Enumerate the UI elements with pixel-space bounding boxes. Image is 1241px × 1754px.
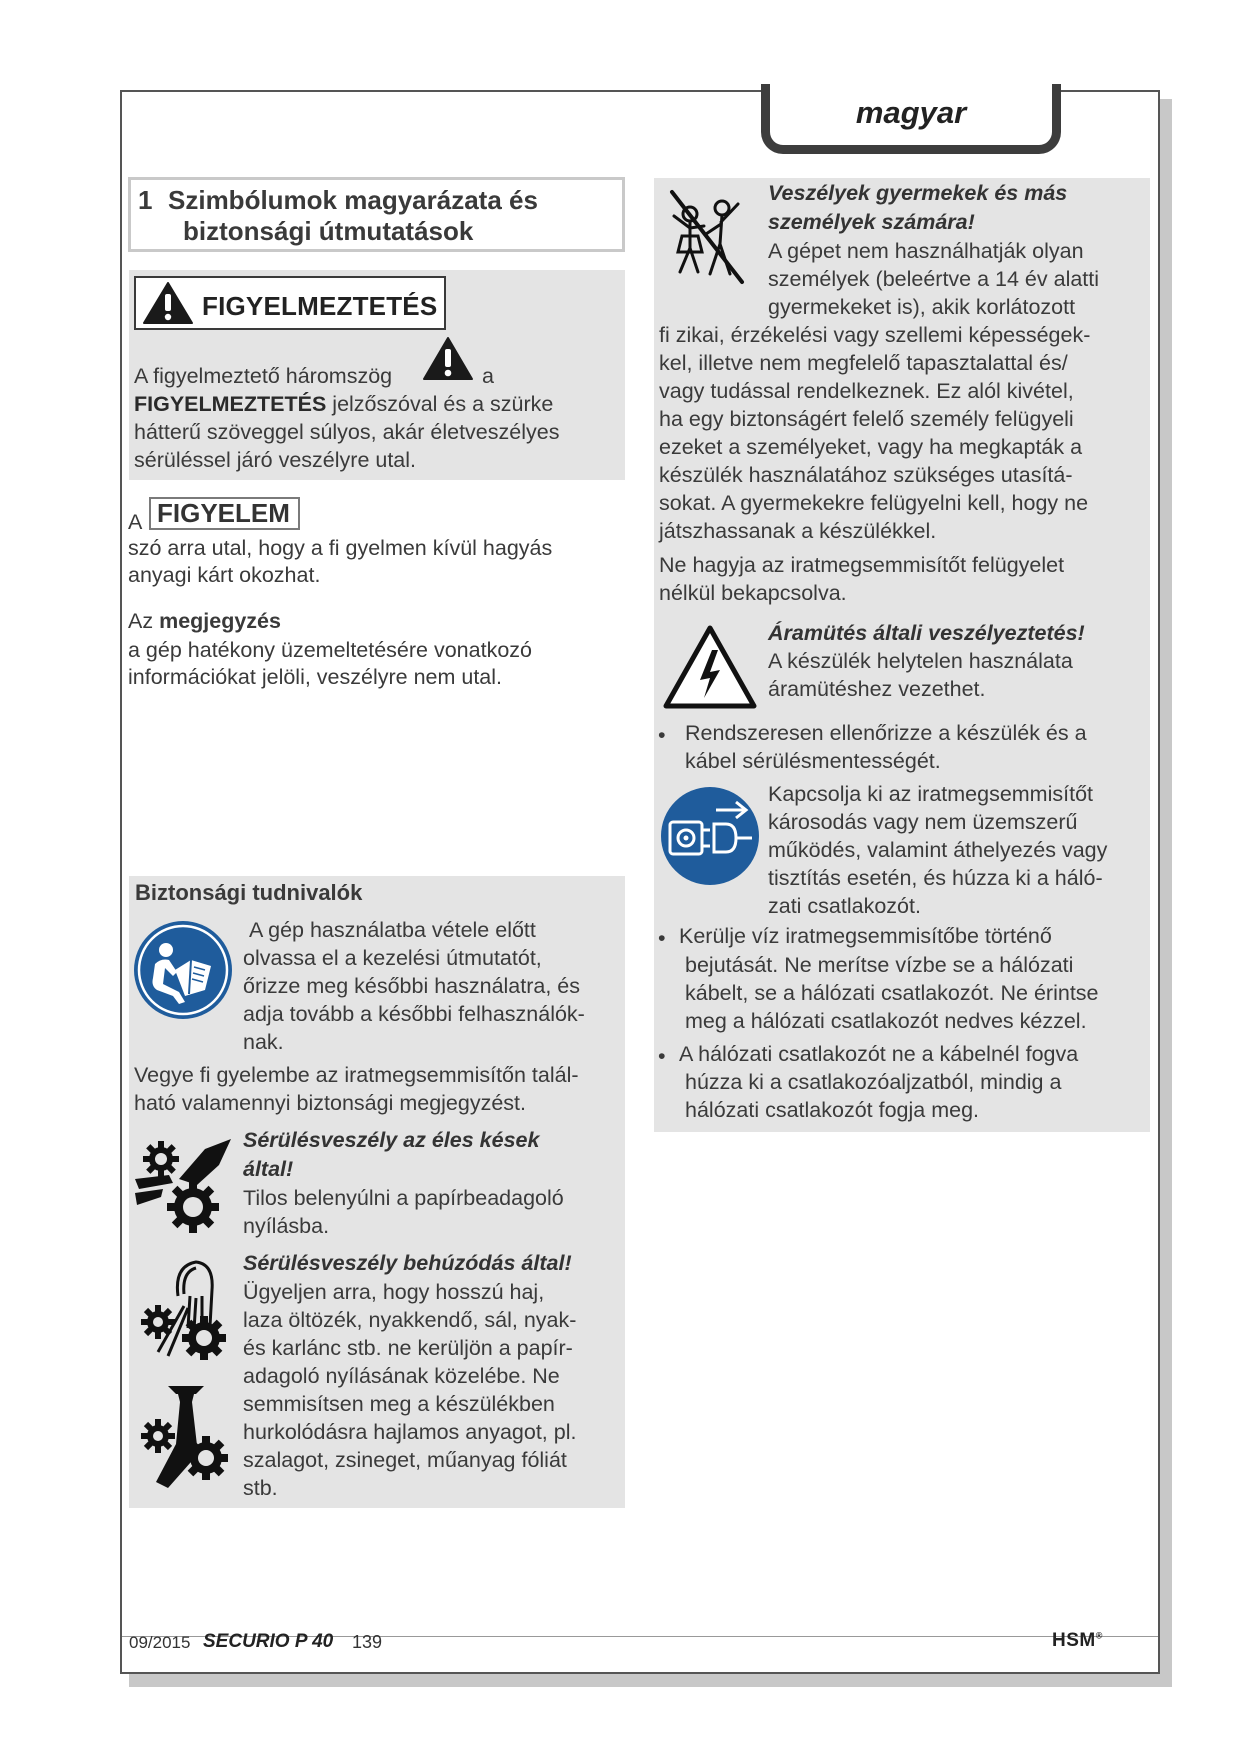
bullet2-line4: meg a hálózati csatlakozót nedves kézzel. — [685, 1009, 1087, 1033]
unplug-line1: Kapcsolja ki az iratmegsemmisítőt — [768, 782, 1093, 806]
unplug-line4: tisztítás esetén, és húzza ki a háló- — [768, 866, 1103, 890]
section-number: 1 — [138, 185, 153, 215]
safety-title: Biztonsági tudnivalók — [135, 880, 363, 905]
note-line2: információkat jelöli, veszélyre nem utal. — [128, 665, 503, 689]
hsm-logo-text: HSM — [1052, 1630, 1096, 1651]
pull-in-line3: és karlánc stb. ne kerüljön a papír- — [243, 1336, 573, 1360]
unattended-line2: nélkül bekapcsolva. — [659, 581, 847, 605]
hsm-logo — [1052, 1630, 1103, 1652]
warning-label: FIGYELMEZTETÉS — [202, 291, 438, 321]
bullet3-marker: • — [658, 1044, 666, 1068]
bullet3-line1: A hálózati csatlakozót ne a kábelnél fogva — [679, 1042, 1079, 1066]
caution-line1: szó arra utal, hogy a fi gyelmen kívül hagyás — [128, 536, 553, 560]
read-manual-line2: olvassa el a kezelési útmutatót, — [243, 946, 542, 970]
warning-triangle-icon — [142, 281, 194, 325]
footer-date: 09/2015 — [129, 1633, 191, 1652]
children-full-line2: kel, illetve nem megfelelő tapasztalattal és/ — [659, 351, 1068, 375]
children-full-line3: vagy tudással rendelkeznek. Ez alól kivétel, — [659, 379, 1074, 403]
pull-in-line1: Ügyeljen arra, hogy hosszú haj, — [243, 1280, 545, 1304]
warning-bold-word: FIGYELMEZTETÉS — [134, 392, 327, 416]
children-line1: A gépet nem használhatják olyan — [768, 239, 1084, 263]
children-title-line2: személyek számára! — [768, 210, 975, 234]
warning-triangle-inline-icon — [422, 336, 474, 382]
observe-line1: Vegye fi gyelembe az iratmegsemmisítőn talál- — [134, 1063, 579, 1087]
observe-line2: ható valamennyi biztonsági megjegyzést. — [134, 1091, 526, 1115]
warning-text-line2 — [134, 390, 553, 419]
children-full-line5: ezeket a személyeket, vagy ha megkapták a — [659, 435, 1083, 459]
bullet1-line1: Rendszeresen ellenőrizze a készülék és a — [685, 721, 1087, 745]
caution-line2: anyagi kárt okozhat. — [128, 563, 321, 587]
bullet3-line2: húzza ki a csatlakozóaljzatból, mindig a — [685, 1070, 1062, 1094]
language-tab: magyar — [761, 84, 1061, 154]
bullet1-line2: kábel sérülésmentességét. — [685, 749, 941, 773]
no-children-icon — [664, 186, 750, 288]
children-full-line4: ha egy biztonságért felelő személy felügyeli — [659, 407, 1074, 431]
unplug-line5: zati csatlakozót. — [768, 894, 921, 918]
electric-line1: A készülék helytelen használata — [768, 649, 1073, 673]
pull-in-line6: hurkolódásra hajlamos anyagot, pl. — [243, 1420, 577, 1444]
electric-line2: áramütéshez vezethet. — [768, 677, 986, 701]
bullet2-marker: • — [658, 926, 666, 950]
pull-in-line7: szalagot, zsineget, műanyag fóliát — [243, 1448, 567, 1472]
pull-in-line4: adagoló nyílásának közelébe. Ne — [243, 1364, 560, 1388]
bullet2-line3: kábelt, se a hálózati csatlakozót. Ne érintse — [685, 981, 1099, 1005]
read-manual-line4: adja tovább a későbbi felhasználók- — [243, 1002, 585, 1026]
bullet2-line1: Kerülje víz iratmegsemmisítőbe történő — [679, 924, 1052, 948]
note-prefix: Az — [128, 609, 160, 633]
children-line2: személyek (beleértve a 14 év alatti — [768, 267, 1100, 291]
unplug-line2: károsodás vagy nem üzemszerű — [768, 810, 1078, 834]
children-full-line6: készülék használatához szükséges utasítá- — [659, 463, 1073, 487]
caution-label-box — [149, 497, 300, 530]
warning-text-start: A figyelmeztető háromszög — [134, 364, 393, 388]
section-heading — [128, 177, 625, 252]
tie-pull-in-icon — [138, 1384, 234, 1494]
bullet3-line3: hálózati csatlakozót fogja meg. — [685, 1098, 979, 1122]
pull-in-line2: laza öltözék, nyakkendő, sál, nyak- — [243, 1308, 577, 1332]
children-full-line1: fi zikai, érzékelési vagy szellemi képességek- — [659, 323, 1091, 347]
blade-line1: Tilos belenyúlni a papírbeadagoló — [243, 1186, 564, 1210]
blade-title-line1: Sérülésveszély az éles kések — [243, 1128, 540, 1152]
warning-text-line4: sérüléssel járó veszélyre utal. — [134, 448, 417, 472]
warning-text-line3: hátterű szöveggel súlyos, akár életveszélyes — [134, 420, 560, 444]
unplug-icon — [660, 786, 760, 886]
pull-in-line8: stb. — [243, 1476, 278, 1500]
footer-product: SECURIO P 40 — [203, 1631, 334, 1652]
bullet1-marker: • — [658, 723, 666, 747]
children-title-line1: Veszélyek gyermekek és más — [768, 181, 1068, 205]
read-manual-line1: A gép használatba vétele előtt — [249, 918, 536, 942]
children-full-line7: sokat. A gyermekekre felügyelni kell, hogy ne — [659, 491, 1089, 515]
unplug-line3: működés, valamint áthelyezés vagy — [768, 838, 1108, 862]
bullet2-line2: bejutását. Ne merítse vízbe se a hálózati — [685, 953, 1074, 977]
note-bold-word: megjegyzés — [159, 609, 281, 633]
pull-in-line5: semmisítsen meg a készülékben — [243, 1392, 555, 1416]
read-manual-line3: őrizze meg későbbi használatra, és — [243, 974, 581, 998]
electric-shock-icon — [662, 624, 758, 710]
blade-title-line2: által! — [243, 1157, 294, 1181]
blade-line2: nyílásba. — [243, 1214, 330, 1238]
footer-page-number: 139 — [352, 1632, 383, 1652]
pull-in-title: Sérülésveszély behúzódás által! — [243, 1251, 572, 1275]
section-title-line1: Szimbólumok magyarázata és — [168, 185, 538, 215]
note-line1: a gép hatékony üzemeltetésére vonatkozó — [128, 638, 532, 662]
section-title-line2: biztonsági útmutatások — [183, 216, 474, 246]
read-manual-line5: nak. — [243, 1030, 284, 1054]
children-line3: gyermekeket is), akik korlátozott — [768, 295, 1076, 319]
children-full-line8: játszhassanak a készülékkel. — [659, 519, 937, 543]
hsm-logo-mark: ® — [1095, 1630, 1103, 1641]
caution-prefix: A — [128, 510, 143, 534]
note-line0 — [128, 607, 281, 636]
warning-label-box — [134, 276, 446, 330]
hair-pull-in-icon — [138, 1256, 234, 1366]
electric-title: Áramütés általi veszélyeztetés! — [768, 621, 1085, 645]
warning-text-a: a — [482, 364, 494, 388]
warning-text-line2-rest: jelzőszóval és a szürke — [326, 392, 554, 416]
read-manual-icon — [133, 920, 233, 1020]
warning-text-line1 — [134, 362, 392, 391]
unattended-line1: Ne hagyja az iratmegsemmisítőt felügyelet — [659, 553, 1065, 577]
blade-hazard-icon — [133, 1135, 233, 1235]
caution-label: FIGYELEM — [157, 498, 290, 528]
